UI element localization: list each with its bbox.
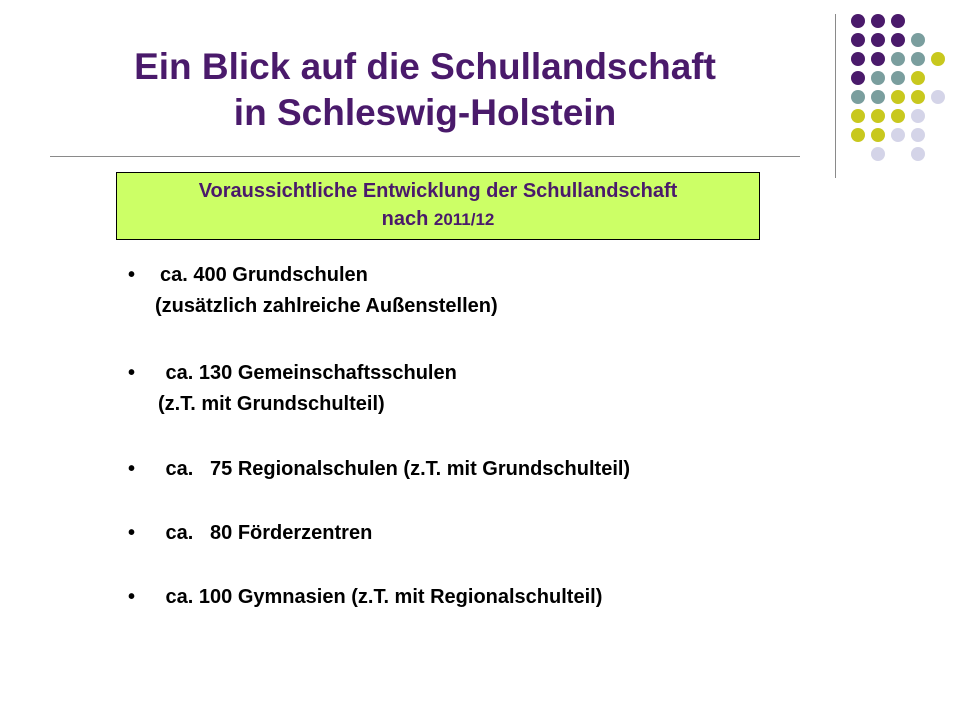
decor-dot [871,147,885,161]
decor-dot [851,109,865,123]
banner-line-1: Voraussichtliche Entwicklung der Schullandschaft [198,180,678,202]
decor-dot [891,71,905,85]
decor-dot [851,14,865,28]
decor-dot [871,90,885,104]
decor-dot [851,128,865,142]
decor-dot [871,71,885,85]
decor-dot [871,33,885,47]
bullet-marker: • [128,362,136,384]
decor-dot [851,33,865,47]
decor-dot [911,52,925,66]
decor-dot [911,109,925,123]
banner-year: 2011/12 [433,210,495,229]
list-item-gymnasien: ca. 100 Gymnasien (z.T. mit Regionalschulteil) [160,586,603,608]
banner-line-2 [117,205,759,234]
decor-dot [931,90,945,104]
decor-dot [891,14,905,28]
decor-dot [851,52,865,66]
decor-dot [931,52,945,66]
school-type-list [0,260,960,620]
decor-dot [871,52,885,66]
subtitle-banner [116,172,760,240]
list-item-foerderzentren: ca. 80 Förderzentren [160,522,373,544]
bullet-marker: • [128,264,136,286]
decor-dot [851,71,865,85]
decor-dot [911,128,925,142]
bullet-marker: • [128,522,136,544]
decor-dot [911,147,925,161]
list-item-regionalschulen: ca. 75 Regionalschulen (z.T. mit Grundschulteil) [160,458,631,480]
list-item-grundschulen-note: (zusätzlich zahlreiche Außenstellen) [155,295,498,317]
title-line-2: in Schleswig-Holstein [233,92,617,133]
decor-dot [911,71,925,85]
list-item-gemeinschaftsschulen: ca. 130 Gemeinschaftsschulen [160,362,457,384]
decor-dot [911,33,925,47]
title-line-1: Ein Blick auf die Schullandschaft [134,46,716,87]
decor-dot [871,109,885,123]
decor-dot [891,109,905,123]
decor-dot [891,128,905,142]
decor-dot [891,52,905,66]
decor-dot [851,90,865,104]
title-divider [50,156,800,157]
bullet-marker: • [128,458,136,480]
bullet-marker: • [128,586,136,608]
slide-title [50,44,800,136]
banner-line-2-prefix: nach [381,208,434,230]
decor-dot [891,90,905,104]
list-item-grundschulen: ca. 400 Grundschulen [160,264,368,286]
decor-dot [871,128,885,142]
vertical-divider [835,14,836,178]
decor-dot [891,33,905,47]
decor-dot [871,14,885,28]
list-item-gemeinschaftsschulen-note: (z.T. mit Grundschulteil) [158,393,385,415]
decor-dot [911,90,925,104]
